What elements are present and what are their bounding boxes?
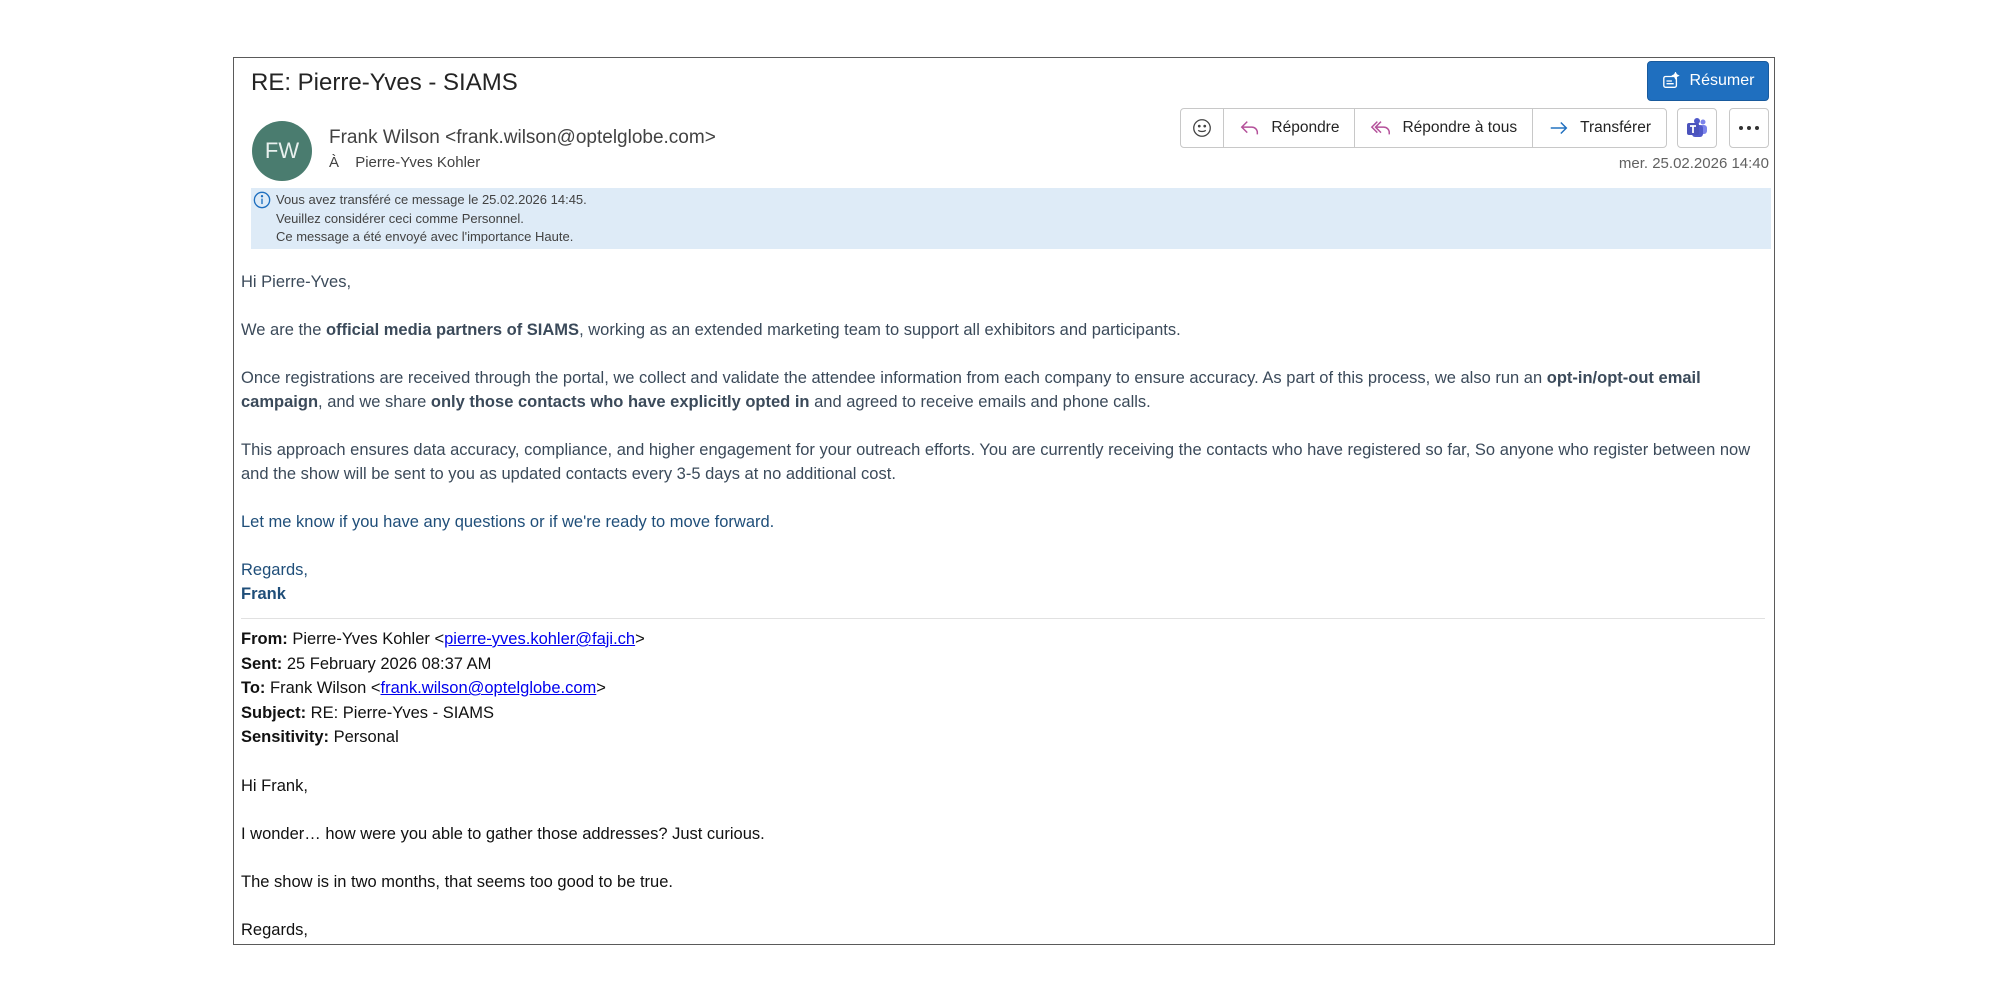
quoted-subject: Subject: RE: Pierre-Yves - SIAMS	[241, 703, 495, 722]
quoted-regards: Regards,	[241, 920, 308, 939]
more-icon	[1738, 125, 1760, 131]
info-sensitivity: Veuillez considérer ceci comme Personnel.	[276, 210, 524, 226]
summarize-icon	[1662, 72, 1680, 90]
quoted-to-email-link[interactable]: frank.wilson@optelglobe.com	[380, 679, 597, 697]
reply-all-icon	[1370, 117, 1392, 139]
quoted-sent: Sent: 25 February 2026 08:37 AM	[241, 654, 492, 673]
forward-label: Transférer	[1580, 119, 1651, 136]
quoted-line-1: I wonder… how were you able to gather those addresses? Just curious.	[241, 824, 765, 843]
paragraph-1: We are the official media partners of SIAMS, working as an extended marketing team to support all exhibitors and participants.	[241, 321, 1181, 339]
email-subject: RE: Pierre-Yves - SIAMS	[251, 69, 518, 96]
quoted-line-2: The show is in two months, that seems too good to be true.	[241, 872, 673, 891]
reply-label: Répondre	[1271, 119, 1340, 136]
quoted-to: To: Frank Wilson <frank.wilson@optelglobe.com>	[241, 679, 606, 697]
summarize-button[interactable]	[1647, 61, 1769, 101]
reply-icon	[1239, 117, 1261, 139]
info-bar	[251, 188, 1771, 249]
smiley-icon	[1191, 117, 1213, 139]
more-actions-button[interactable]	[1729, 108, 1769, 148]
paragraph-2: Once registrations are received through the portal, we collect and validate the attendee information from each company to ensure accuracy. As part of this process, we also run an opt-in/opt-out email campaign, and we share only those contacts who have explicitly opted in and agreed to receive emails and phone calls.	[241, 369, 1701, 411]
quoted-from: From: Pierre-Yves Kohler <pierre-yves.kohler@faji.ch>	[241, 630, 645, 648]
quote-separator	[241, 618, 1765, 619]
quoted-greeting: Hi Frank,	[241, 776, 308, 795]
received-date: mer. 25.02.2026 14:40	[1618, 155, 1769, 172]
signature: Frank	[241, 585, 286, 603]
regards: Regards,	[241, 561, 308, 579]
message-actions	[1180, 108, 1667, 148]
email-reading-pane	[233, 57, 1775, 945]
sender[interactable]: Frank Wilson <frank.wilson@optelglobe.com>	[329, 127, 716, 148]
info-importance: Ce message a été envoyé avec l'importance Haute.	[276, 229, 574, 244]
info-icon	[253, 191, 271, 209]
recipient-line	[329, 154, 480, 171]
quoted-sensitivity: Sensitivity: Personal	[241, 728, 399, 746]
forward-button[interactable]	[1532, 109, 1666, 147]
quoted-from-email-link[interactable]: pierre-yves.kohler@faji.ch	[444, 630, 636, 648]
paragraph-4: Let me know if you have any questions or if we're ready to move forward.	[241, 513, 775, 531]
message-body	[241, 270, 1771, 945]
summarize-label: Résumer	[1689, 72, 1755, 89]
to-prefix: À	[329, 154, 340, 171]
quoted-header	[241, 627, 1771, 750]
forward-icon	[1548, 117, 1570, 139]
recipient-name[interactable]: Pierre-Yves Kohler	[355, 154, 481, 171]
avatar[interactable]: FW	[252, 121, 312, 181]
teams-button[interactable]	[1677, 108, 1717, 148]
reply-all-label: Répondre à tous	[1402, 119, 1518, 136]
reply-all-button[interactable]	[1354, 109, 1532, 147]
info-forwarded: Vous avez transféré ce message le 25.02.2026 14:45.	[276, 192, 587, 207]
greeting: Hi Pierre-Yves,	[241, 273, 352, 291]
teams-icon	[1685, 116, 1709, 140]
reply-button[interactable]	[1223, 109, 1354, 147]
react-button[interactable]	[1181, 109, 1223, 147]
quoted-body	[241, 774, 1771, 942]
paragraph-3: This approach ensures data accuracy, compliance, and higher engagement for your outreach efforts. You are currently receiving the contacts who have registered so far, So anyone who register between now and the show will be sent to you as updated contacts every 3-5 days at no additional cost.	[241, 441, 1751, 483]
